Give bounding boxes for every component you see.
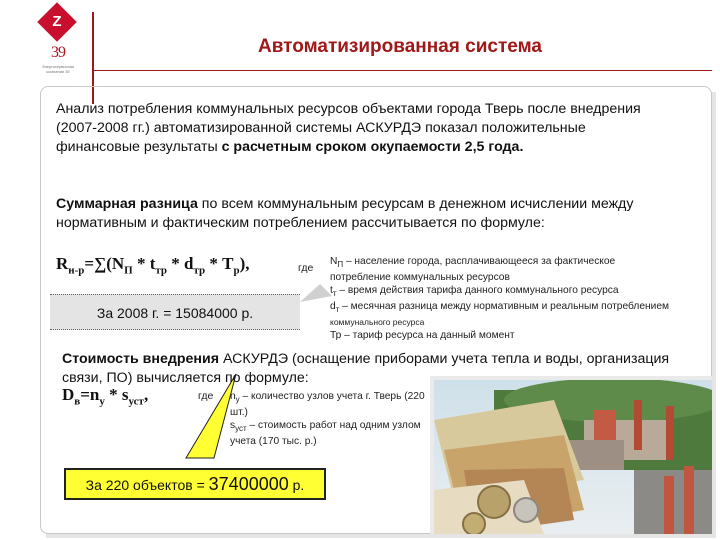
- definition-t: $t_т$ – время действия тарифа данного коммунального ресурса: [330, 285, 619, 299]
- logo-number: 39: [51, 44, 65, 61]
- difference-text: по всем коммунальным ресурсам в денежном исчислении между нормативным и фактическим потреблением рассчитывается по формуле:: [56, 196, 634, 231]
- where-label-2: где: [198, 390, 214, 402]
- payback-text: с расчетным сроком окупаемости 2,5 года.: [221, 139, 524, 155]
- definition-n: $n_у$ – количество узлов учета г. Тверь (220 шт.): [230, 391, 425, 419]
- result-220-objects: [64, 468, 326, 500]
- formula-cost: $D_в=n_у * s_{уст}$,: [62, 385, 149, 408]
- callout-pointer-1: [300, 284, 332, 302]
- cost-term: Стоимость внедрения: [62, 351, 219, 367]
- logo-mark: Z: [52, 13, 62, 30]
- formula2-definitions: [230, 390, 430, 448]
- result-prefix: За 220 объектов =: [85, 477, 209, 493]
- logo-caption: Энергосервисная компания 39: [41, 64, 75, 74]
- where-label-1: где: [298, 262, 314, 274]
- illustration-photo: [430, 376, 712, 534]
- definition-np: $N_П$ – население города, расплачивающееся за фактическое потребление коммунальных ресурсов: [330, 256, 616, 284]
- definition-tr: Тр – тариф ресурса на данный момент: [330, 330, 515, 342]
- photo-money-city: [434, 380, 712, 534]
- analysis-text: Анализ потребления коммунальных ресурсов объектами города Тверь после внедрения (2007-2008 гг.) автоматизированной системы АСКУРДЭ показал положительные финансовые результаты: [56, 101, 641, 155]
- slide-title: Автоматизированная система: [258, 36, 542, 57]
- result-2008: За 2008 г. = 15084000 р.: [50, 294, 300, 330]
- result-suffix: р.: [288, 477, 305, 493]
- definition-s: $s_{уст}$ – стоимость работ над одним узлом учета (170 тыс. р.): [230, 420, 421, 448]
- result-value: 37400000: [208, 474, 289, 494]
- difference-term: Суммарная разница: [56, 196, 198, 212]
- cost-text: АСКУРДЭ (оснащение приборами учета тепла и воды, организация связи, ПО) вычисляется по формуле:: [62, 351, 670, 386]
- formula-difference: $R_{н-р}=\sum(N_П * t_{тр} * d_{тр} * Т_р)$,: [56, 254, 250, 277]
- definition-d: $d_т$ – месячная разница между нормативным и реальным потреблением коммунального ресурса: [330, 301, 669, 328]
